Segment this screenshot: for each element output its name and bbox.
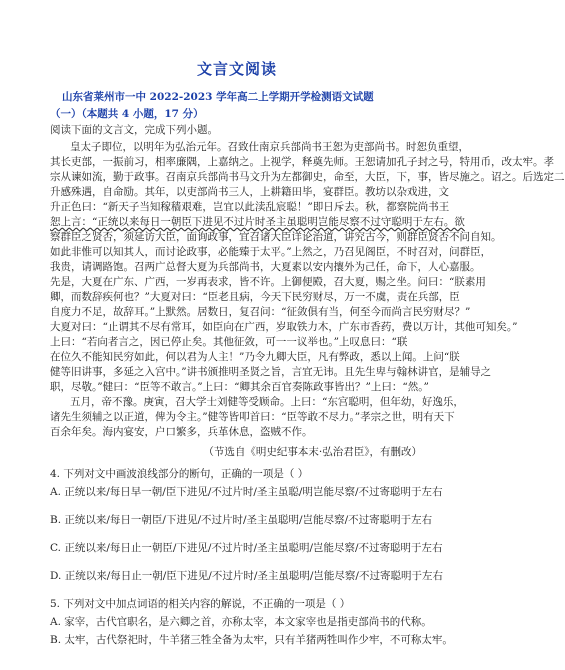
question-4-option-c: C. 正统以来/每日止一朝臣/下进见/不过片时/圣主虽聪明/岂能尽察/不过寄聪明于左右 bbox=[50, 542, 443, 554]
question-4-option-b: B. 正统以来/每日一朝臣/下进见/不过片时/圣主虽聪明/岂能尽察/不过寄聪明于左右 bbox=[50, 514, 433, 526]
question-5-option-a: A. 家宰，古代官职名，是六卿之首，亦称太宰，本文家宰也是指吏部尚书的代称。 bbox=[50, 616, 432, 628]
passage-line: 诸先生须辅之以正道，俾为令主。”健等皆叩首曰：“臣等敢不尽力。”孝宗之世，明有天下 bbox=[50, 411, 455, 423]
passage-line: 大夏对曰：“止谓其不尽有常耳，如臣向在广西，岁取铁力木，广东市香药，费以万计，其他可知矣。” bbox=[50, 321, 518, 333]
passage-line: 升正色曰：“新天子当知稼穑艰难，岂宜以此渎乱宸聪！”即日斥去。秋，都察院尚书王 bbox=[50, 201, 450, 213]
section-title: （一）（本题共 4 小题，17 分） bbox=[50, 108, 204, 120]
passage-line: 其长吏部，一振前习，相率廉隅，上嘉纳之。上视学，释奠先师。王恕请加孔子封之号，特用币，改太牢。孝 bbox=[50, 156, 554, 168]
passage-line: 宗从谏如流，勤于政事。召南京兵部尚书马文升为左都御史，命至，大臣，下，事，皆尽施之。诏之。后选定二 bbox=[50, 171, 565, 183]
passage-line: 健等旧讲事，多延之入宫中。”讲书颁推明圣贤之旨，言宜无讳。且先生卑与翰林讲官，是辅导之 bbox=[50, 366, 492, 378]
passage-line: 职，尽敬。”健曰：“臣等不敢言。”上曰：“卿其余百官奏陈政事皆出？”上曰：“然。” bbox=[50, 381, 429, 393]
passage-line: 在位久不能知民穷如此，何以君为人主！”乃令九卿大臣，凡有弊政，悉以上闻。上问“朕 bbox=[50, 351, 460, 363]
passage-line: 上曰：“若向者言之，因已停止矣。其他征敛，可一一议举也。”上叹息曰：“联 bbox=[50, 336, 408, 348]
passage-line: 五月，帝不豫。庚寅，召大学士刘健等受顾命。上曰：“东宫聪明，但年幼，好逸乐， bbox=[70, 396, 464, 408]
question-4-option-d: D. 正统以来/每日止一朝/臣下进见/不过片时/圣主虽聪明/岂能尽察/不过寄聪明于左右 bbox=[50, 570, 443, 582]
passage-line: 如此非惟可以知其人，而讨论政事，必能臻于太平。”上然之，乃召见阁臣，不时召对，问群臣， bbox=[50, 246, 492, 258]
passage-line: 自度力不足，故辞耳。”上默然。居数日，复召问：“征敛俱有当，何至今而尚言民穷财尽？” bbox=[50, 306, 471, 318]
exam-source: 山东省莱州市一中 2022-2023 学年高二上学期开学检测语文试题 bbox=[62, 91, 374, 103]
passage-line: 我贵，请调路饱。召两广总督大夏为兵部尚书，大夏素以安内攘外为己任，命下，人心嘉服。 bbox=[50, 261, 481, 273]
instruction: 阅读下面的文言文，完成下列小题。 bbox=[50, 124, 218, 136]
citation: （节选自《明史纪事本末·弘治君臣》，有删改） bbox=[203, 446, 422, 458]
question-4-option-a: A. 正统以来/每日早一朝/臣下进见/不过片时/圣主虽聪/明岂能尽察/不过寄聪明于左右 bbox=[50, 486, 443, 498]
passage-line: 察群臣之贤否，须延访大臣，面询政事，宜召诸大臣详论治道，讲究古今，则群臣贤否不问自知。 bbox=[50, 231, 502, 243]
passage-line: 百余年矣。海内宴安，户口繁多，兵革休息，盗贼不作。 bbox=[50, 426, 313, 438]
question-4-stem: 4. 下列对文中画波浪线部分的断句，正确的一项是（ ） bbox=[50, 468, 309, 480]
question-5-option-b: B. 太牢，古代祭祀时，牛羊猪三牲全备为太牢，只有羊猪两牲叫作少牢，不可称太牢。 bbox=[50, 634, 453, 646]
question-5-stem: 5. 下列对文中加点词语的相关内容的解说，不正确的一项是（ ） bbox=[50, 598, 351, 610]
passage-line: 卿，而数辞疾何也？”大夏对曰：“臣老且病，今天下民穷财尽，万一不虞，责在兵部，臣 bbox=[50, 291, 460, 303]
section-heading: 文言文阅读 bbox=[196, 60, 277, 78]
wavy-underlined-text: 恕上言：“正统以来每日一朝臣下进见不过片时圣主虽聪明岂能尽察不过守聪明于左右。欲 bbox=[50, 216, 465, 228]
passage-line: 先是，大夏在广东、广西，一岁再表求，皆不许。上御便殿，召大夏，赐之坐。问曰：“朕素用 bbox=[50, 276, 486, 288]
passage-line-wavy bbox=[50, 215, 465, 229]
passage-line: 皇太子即位，以明年为弘治元年。召致仕南京兵部尚书王恕为吏部尚书。时恕负重望， bbox=[70, 141, 469, 153]
passage-line: 升感殊遇，自命励。其年，以吏部尚书三人，上耕籍田毕，宴群臣。教坊以杂戏进，文 bbox=[50, 186, 449, 198]
